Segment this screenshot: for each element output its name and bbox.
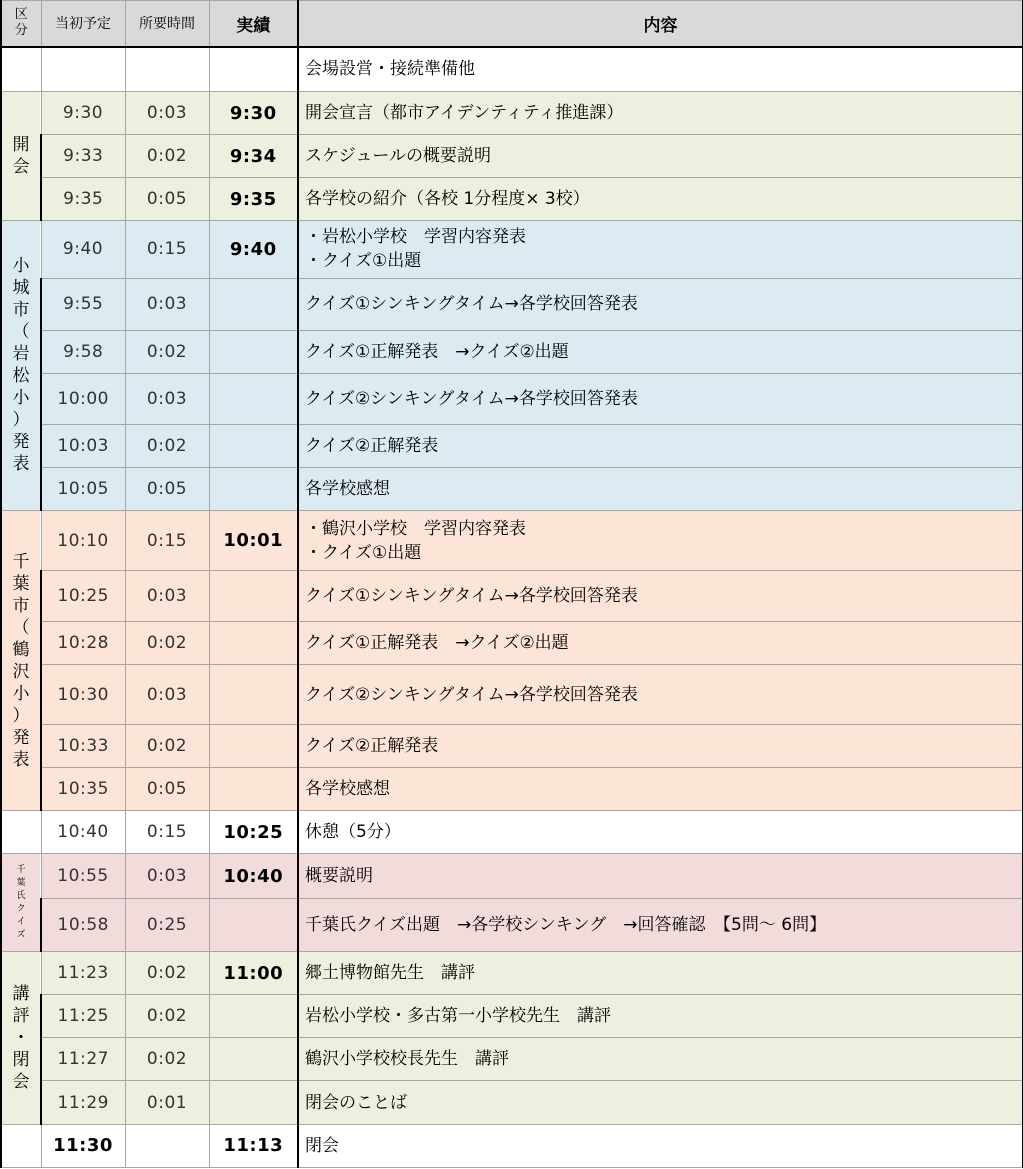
table-row — [1, 279, 1023, 330]
cell-content — [298, 135, 1023, 178]
cell-scheduled: 10:58 — [41, 898, 125, 951]
header-duration: 所要時間 — [125, 1, 209, 47]
cell-content — [298, 1081, 1023, 1124]
content-line: 鶴沢小学校校長先生 講評 — [305, 1049, 509, 1070]
cell-content — [298, 995, 1023, 1038]
table-row — [1, 995, 1023, 1038]
cell-actual — [209, 570, 298, 621]
cell-content — [298, 570, 1023, 621]
section-label: 小 城 市 （ 岩 松 小 ） 発 表 — [1, 220, 41, 511]
cell-content — [298, 373, 1023, 424]
cell-duration — [125, 47, 209, 92]
cell-duration: 0:03 — [125, 92, 209, 135]
cell-content — [298, 811, 1023, 854]
cell-scheduled: 9:58 — [41, 330, 125, 373]
content-line: クイズ②正解発表 — [305, 436, 439, 457]
cell-content — [298, 952, 1023, 995]
cell-content — [298, 330, 1023, 373]
cell-duration: 0:05 — [125, 468, 209, 511]
cell-scheduled: 9:35 — [41, 178, 125, 220]
cell-scheduled: 11:30 — [41, 1124, 125, 1167]
table-row — [1, 92, 1023, 135]
table-row — [1, 811, 1023, 854]
cell-duration: 0:15 — [125, 811, 209, 854]
cell-duration: 0:02 — [125, 135, 209, 178]
cell-actual — [209, 1038, 298, 1081]
cell-content — [298, 854, 1023, 898]
cell-duration: 0:03 — [125, 665, 209, 725]
cell-content — [298, 511, 1023, 571]
cell-actual — [209, 425, 298, 468]
table-row — [1, 570, 1023, 621]
table-row — [1, 952, 1023, 995]
cell-scheduled: 9:55 — [41, 279, 125, 330]
content-line: 休憩（5分） — [305, 822, 401, 843]
cell-actual — [209, 330, 298, 373]
section-label: 講 評 ・ 閉 会 — [1, 952, 41, 1125]
content-line: 各学校の紹介（各校 1分程度× 3校） — [305, 189, 590, 210]
header-scheduled: 当初予定 — [41, 1, 125, 47]
header-actual: 実績 — [209, 1, 298, 47]
schedule-body — [1, 47, 1023, 1168]
section-label-empty — [1, 811, 41, 854]
content-line: クイズ②シンキングタイム→各学校回答発表 — [305, 388, 638, 409]
cell-duration: 0:15 — [125, 511, 209, 571]
cell-actual — [209, 898, 298, 951]
cell-scheduled: 10:28 — [41, 622, 125, 665]
cell-scheduled: 10:55 — [41, 854, 125, 898]
content-line: クイズ②シンキングタイム→各学校回答発表 — [305, 684, 638, 705]
table-row — [1, 511, 1023, 571]
cell-actual — [209, 1081, 298, 1124]
cell-actual — [209, 468, 298, 511]
table-row — [1, 725, 1023, 768]
cell-duration: 0:01 — [125, 1081, 209, 1124]
cell-scheduled: 10:05 — [41, 468, 125, 511]
cell-actual — [209, 279, 298, 330]
cell-actual: 10:01 — [209, 511, 298, 571]
cell-scheduled: 10:40 — [41, 811, 125, 854]
content-line: 概要説明 — [305, 866, 373, 886]
cell-actual: 9:30 — [209, 92, 298, 135]
content-line: ・岩松小学校 学習内容発表 — [305, 227, 526, 248]
cell-actual — [209, 373, 298, 424]
cell-scheduled: 9:40 — [41, 220, 125, 279]
table-row — [1, 665, 1023, 725]
cell-content — [298, 468, 1023, 511]
cell-content — [298, 178, 1023, 220]
cell-duration: 0:02 — [125, 952, 209, 995]
content-line: 会場設営・接続準備他 — [305, 59, 475, 80]
content-line: クイズ①シンキングタイム→各学校回答発表 — [305, 294, 638, 315]
content-line: 各学校感想 — [305, 479, 390, 500]
cell-scheduled: 10:25 — [41, 570, 125, 621]
content-line: クイズ②正解発表 — [305, 736, 439, 757]
cell-duration: 0:15 — [125, 220, 209, 279]
cell-content — [298, 898, 1023, 951]
cell-scheduled: 9:33 — [41, 135, 125, 178]
table-row — [1, 178, 1023, 220]
cell-scheduled: 11:25 — [41, 995, 125, 1038]
content-line: ・鶴沢小学校 学習内容発表 — [305, 518, 526, 539]
cell-duration: 0:03 — [125, 279, 209, 330]
table-row — [1, 220, 1023, 279]
cell-actual: 9:40 — [209, 220, 298, 279]
cell-duration: 0:02 — [125, 330, 209, 373]
cell-actual — [209, 622, 298, 665]
content-line: スケジュールの概要説明 — [305, 146, 491, 167]
cell-actual: 11:00 — [209, 952, 298, 995]
cell-duration: 0:03 — [125, 373, 209, 424]
cell-content — [298, 1038, 1023, 1081]
cell-duration: 0:05 — [125, 768, 209, 811]
cell-actual: 9:34 — [209, 135, 298, 178]
content-line: クイズ①正解発表 →クイズ②出題 — [305, 341, 569, 362]
table-row — [1, 898, 1023, 951]
cell-content — [298, 622, 1023, 665]
table-row — [1, 854, 1023, 898]
cell-actual — [209, 725, 298, 768]
cell-duration — [125, 1124, 209, 1167]
section-label-empty — [1, 1124, 41, 1167]
cell-content — [298, 279, 1023, 330]
table-row — [1, 330, 1023, 373]
cell-content — [298, 1124, 1023, 1167]
content-line: クイズ①シンキングタイム→各学校回答発表 — [305, 586, 638, 607]
content-line: 各学校感想 — [305, 779, 390, 800]
content-line: 岩松小学校・多古第一小学校先生 講評 — [305, 1006, 611, 1027]
cell-actual: 10:25 — [209, 811, 298, 854]
cell-duration: 0:02 — [125, 725, 209, 768]
cell-scheduled: 10:03 — [41, 425, 125, 468]
content-line: ・クイズ①出題 — [305, 542, 422, 563]
section-label: 千 葉 氏 ク イ ズ — [1, 854, 41, 952]
cell-duration: 0:03 — [125, 854, 209, 898]
table-row — [1, 47, 1023, 92]
cell-content — [298, 768, 1023, 811]
cell-duration: 0:02 — [125, 622, 209, 665]
cell-content — [298, 220, 1023, 279]
cell-scheduled — [41, 47, 125, 92]
cell-scheduled: 11:23 — [41, 952, 125, 995]
cell-content — [298, 47, 1023, 92]
section-label: 開 会 — [1, 92, 41, 220]
table-row — [1, 425, 1023, 468]
cell-content — [298, 92, 1023, 135]
content-line: ・クイズ①出題 — [305, 251, 422, 272]
cell-duration: 0:25 — [125, 898, 209, 951]
content-line: 閉会のことば — [305, 1092, 407, 1113]
cell-duration: 0:02 — [125, 995, 209, 1038]
content-line: 千葉氏クイズ出題 →各学校シンキング →回答確認 【5問～ 6問】 — [305, 914, 827, 935]
table-row — [1, 622, 1023, 665]
table-row — [1, 1038, 1023, 1081]
cell-actual — [209, 995, 298, 1038]
header-row — [1, 1, 1023, 47]
content-line: クイズ①正解発表 →クイズ②出題 — [305, 633, 569, 654]
cell-actual: 11:13 — [209, 1124, 298, 1167]
cell-scheduled: 10:30 — [41, 665, 125, 725]
cell-duration: 0:05 — [125, 178, 209, 220]
cell-scheduled: 10:35 — [41, 768, 125, 811]
content-line: 開会宣言（都市アイデンティティ推進課） — [305, 103, 624, 124]
table-row — [1, 468, 1023, 511]
cell-content — [298, 665, 1023, 725]
cell-actual: 10:40 — [209, 854, 298, 898]
cell-actual — [209, 665, 298, 725]
cell-actual — [209, 47, 298, 92]
content-line: 郷土博物館先生 講評 — [305, 963, 475, 984]
header-content: 内容 — [298, 1, 1023, 47]
cell-scheduled: 11:27 — [41, 1038, 125, 1081]
cell-scheduled: 10:10 — [41, 511, 125, 571]
table-row — [1, 373, 1023, 424]
cell-scheduled: 10:33 — [41, 725, 125, 768]
cell-scheduled: 11:29 — [41, 1081, 125, 1124]
content-line: 閉会 — [305, 1135, 339, 1156]
cell-content — [298, 425, 1023, 468]
section-label-empty — [1, 47, 41, 92]
cell-actual: 9:35 — [209, 178, 298, 220]
cell-content — [298, 725, 1023, 768]
cell-duration: 0:02 — [125, 425, 209, 468]
table-row — [1, 1081, 1023, 1124]
cell-actual — [209, 768, 298, 811]
cell-scheduled: 9:30 — [41, 92, 125, 135]
cell-duration: 0:02 — [125, 1038, 209, 1081]
header-kubun: 区 分 — [1, 1, 41, 47]
section-label: 千 葉 市 （ 鶴 沢 小 ） 発 表 — [1, 511, 41, 811]
table-row — [1, 768, 1023, 811]
table-row — [1, 1124, 1023, 1167]
table-row — [1, 135, 1023, 178]
cell-scheduled: 10:00 — [41, 373, 125, 424]
cell-duration: 0:03 — [125, 570, 209, 621]
